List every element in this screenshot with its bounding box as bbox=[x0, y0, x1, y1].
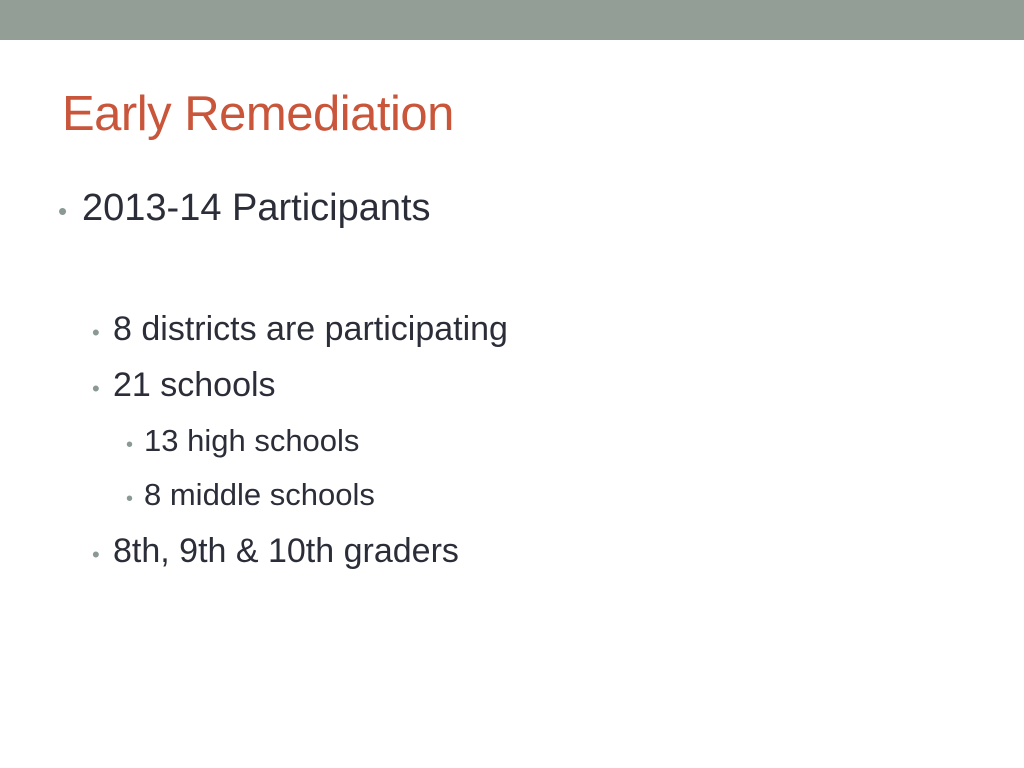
bullet-schools bbox=[92, 366, 276, 405]
bullet-icon: • bbox=[92, 320, 100, 345]
bullet-icon: • bbox=[92, 542, 100, 567]
bullet-participants bbox=[58, 187, 431, 230]
bullet-text: 21 schools bbox=[113, 366, 276, 404]
bullet-graders bbox=[92, 532, 459, 571]
bullet-text: 13 high schools bbox=[144, 423, 360, 458]
top-band bbox=[0, 0, 1024, 40]
bullet-districts bbox=[92, 310, 508, 349]
bullet-icon: • bbox=[126, 488, 134, 510]
bullet-icon: • bbox=[58, 196, 68, 226]
bullet-high-schools bbox=[126, 423, 359, 459]
bullet-icon: • bbox=[126, 434, 134, 456]
bullet-icon: • bbox=[92, 376, 100, 401]
bullet-text: 8 districts are participating bbox=[113, 310, 508, 348]
bullet-middle-schools bbox=[126, 477, 375, 513]
slide-title: Early Remediation bbox=[62, 87, 454, 141]
bullet-text: 8th, 9th & 10th graders bbox=[113, 532, 459, 570]
bullet-text: 2013-14 Participants bbox=[82, 187, 431, 229]
bullet-text: 8 middle schools bbox=[144, 477, 375, 512]
